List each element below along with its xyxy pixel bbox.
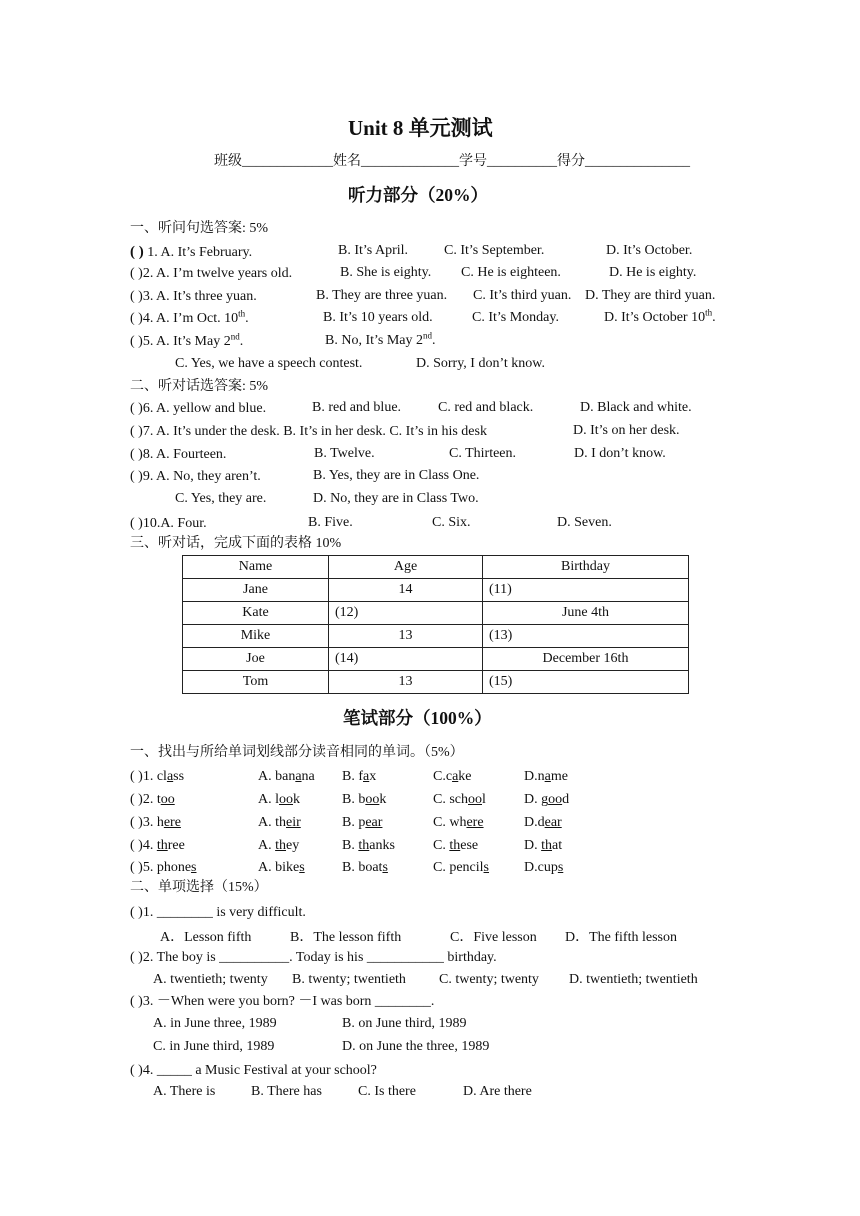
mc-q3: ( )3. －When were you born? －I was born ________. — [130, 994, 435, 1009]
underlined-segment: oo — [279, 792, 293, 807]
table-cell: 13 — [329, 625, 483, 648]
phonics-option — [524, 768, 568, 786]
word-segment: at — [552, 838, 563, 853]
word-segment: D.n — [524, 769, 545, 784]
phonics-option — [524, 814, 562, 832]
listening-part1-heading: 一、听问句选答案: 5% — [130, 221, 269, 236]
writing-part2-heading: 二、单项选择（15%） — [130, 880, 268, 895]
q10-option-b: B. Five. — [308, 515, 353, 530]
table-header: Name — [183, 556, 329, 579]
word-segment: cl — [156, 769, 167, 784]
listening-q3: ( )3. A. It’s three yuan. — [130, 289, 257, 304]
table-row — [183, 579, 689, 602]
word-segment: ey — [286, 838, 300, 853]
q8-option-d: D. I don’t know. — [574, 446, 666, 461]
listening-q10: ( )10.A. Four. — [130, 516, 207, 531]
underlined-segment: a — [544, 769, 551, 784]
number-label: 学号 — [459, 154, 487, 169]
mc4-option-a: A. There is — [153, 1084, 216, 1099]
q6-option-b: B. red and blue. — [312, 400, 402, 415]
underlined-segment: a — [295, 769, 302, 784]
mc3-option-c: C. in June third, 1989 — [153, 1039, 275, 1054]
mc2-option-d: D. twentieth; twentieth — [569, 972, 698, 987]
word-segment: A. th — [258, 815, 286, 830]
word-segment: ke — [458, 769, 472, 784]
mc-q1: ( )1. ________ is very difficult. — [130, 905, 306, 920]
word-segment: D. g — [524, 792, 549, 807]
underlined-segment: a — [452, 769, 459, 784]
score-label: 得分 — [557, 154, 585, 169]
listening-part3-heading: 三、听对话，完成下面的表格 10% — [130, 536, 342, 551]
mc2-option-a: A. twentieth; twenty — [153, 972, 268, 987]
word-segment: B. boat — [342, 860, 383, 875]
word-segment: B. f — [342, 769, 363, 784]
answer-bracket[interactable]: ( )5. — [130, 860, 157, 875]
q1-option-c: C. It’s September. — [444, 243, 545, 258]
word-segment: k — [379, 792, 387, 807]
word-segment: B. b — [342, 792, 366, 807]
table-cell: Tom — [183, 671, 329, 694]
phonics-option — [433, 814, 484, 832]
phonics-option — [433, 837, 478, 855]
word-segment: C. — [433, 838, 450, 853]
mc3-option-d: D. on June the three, 1989 — [342, 1039, 490, 1054]
phonics-option — [258, 837, 299, 855]
underlined-segment: ere — [163, 815, 181, 830]
table-cell-blank[interactable]: (11) — [483, 579, 689, 602]
phonics-question — [130, 859, 197, 877]
listening-part2-heading: 二、听对话选答案: 5% — [130, 379, 269, 394]
answer-bracket[interactable]: ( )2. — [130, 792, 157, 807]
class-blank[interactable]: _____________ — [242, 154, 333, 169]
listening-q4: ( )4. A. I’m Oct. 10th. — [130, 308, 249, 326]
phonics-option — [258, 814, 301, 832]
phonics-question — [130, 814, 181, 832]
table-cell-blank[interactable]: (13) — [483, 625, 689, 648]
table-cell-blank[interactable]: (14) — [329, 648, 483, 671]
q8-option-b: B. Twelve. — [314, 446, 375, 461]
word-segment: A. l — [258, 792, 279, 807]
word-segment: l — [482, 792, 486, 807]
q3-option-c: C. It’s third yuan. — [473, 288, 572, 303]
q9-option-b: B. Yes, they are in Class One. — [313, 468, 480, 483]
listening-q1: ( ) 1. A. It’s February. — [130, 244, 253, 260]
q10-option-d: D. Seven. — [557, 515, 612, 530]
q9-option-c: C. Yes, they are. — [175, 491, 267, 506]
underlined-segment: eir — [286, 815, 301, 830]
page-title: Unit 8 单元测试 — [348, 116, 493, 140]
table-cell: 14 — [329, 579, 483, 602]
listening-q5: ( )5. A. It’s May 2nd. — [130, 331, 244, 349]
word-segment: A. — [258, 838, 276, 853]
q5-option-d: D. Sorry, I don’t know. — [416, 356, 545, 371]
answer-bracket[interactable]: ( ) — [130, 244, 144, 260]
phonics-question — [130, 837, 185, 855]
underlined-segment: ere — [466, 815, 484, 830]
phonics-option — [258, 859, 305, 877]
table-header: Age — [329, 556, 483, 579]
q4-option-d: D. It’s October 10th. — [604, 307, 716, 325]
underlined-segment: s — [483, 860, 489, 875]
q3-option-d: D. They are third yuan. — [585, 288, 716, 303]
word-segment: anks — [369, 838, 395, 853]
table-row — [183, 602, 689, 625]
q5-option-b: B. No, It’s May 2nd. — [325, 330, 436, 348]
table-cell-blank[interactable]: (12) — [329, 602, 483, 625]
word-segment: C.c — [433, 769, 453, 784]
q8-option-c: C. Thirteen. — [449, 446, 517, 461]
birthday-table — [182, 555, 689, 694]
phonics-option — [524, 859, 563, 877]
word-segment: na — [301, 769, 315, 784]
phonics-option — [433, 859, 489, 877]
mc2-option-c: C. twenty; twenty — [439, 972, 539, 987]
underlined-segment: th — [358, 838, 370, 853]
writing-part1-heading: 一、找出与所给单词划线部分读音相同的单词。（5%） — [130, 745, 464, 760]
word-segment: D.cup — [524, 860, 558, 875]
underlined-segment: s — [191, 860, 197, 875]
phonics-option — [433, 768, 472, 786]
word-segment: k — [293, 792, 300, 807]
listening-q6: ( )6. A. yellow and blue. — [130, 401, 267, 416]
phonics-option — [342, 768, 376, 786]
q6-option-d: D. Black and white. — [580, 400, 692, 415]
listening-heading: 听力部分（20%） — [348, 185, 488, 205]
underlined-segment: oo — [160, 792, 175, 807]
phonics-option — [433, 791, 486, 809]
q1-option-b: B. It’s April. — [338, 243, 409, 258]
listening-q9: ( )9. A. No, they aren’t. — [130, 469, 261, 484]
word-segment: ese — [460, 838, 479, 853]
phonics-option — [524, 837, 562, 855]
number-blank[interactable]: __________ — [487, 154, 557, 169]
word-segment: me — [550, 769, 568, 784]
writing-heading: 笔试部分（100%） — [343, 708, 492, 728]
underlined-segment: a — [166, 769, 174, 784]
word-segment: t — [156, 792, 161, 807]
q1-option-d: D. It’s October. — [606, 243, 693, 258]
q2-option-d: D. He is eighty. — [609, 265, 697, 280]
class-label: 班级 — [214, 154, 242, 169]
student-info-line — [214, 153, 690, 171]
mc-q4: ( )4. _____ a Music Festival at your school? — [130, 1063, 377, 1078]
word-segment: B. p — [342, 815, 366, 830]
listening-q2: ( )2. A. I’m twelve years old. — [130, 266, 293, 281]
phonics-question — [130, 768, 184, 786]
underlined-segment: oo — [548, 792, 563, 807]
score-blank[interactable]: _______________ — [585, 154, 690, 169]
mc-q2: ( )2. The boy is __________. Today is his ___________ birthday. — [130, 950, 497, 965]
table-cell: Kate — [183, 602, 329, 625]
table-row — [183, 648, 689, 671]
word-segment: D.d — [524, 815, 545, 830]
mc1-option-a: A．Lesson fifth — [160, 930, 252, 945]
underlined-segment: ear — [365, 815, 383, 830]
underlined-segment: th — [449, 838, 461, 853]
table-cell: Joe — [183, 648, 329, 671]
table-row — [183, 671, 689, 694]
table-row — [183, 625, 689, 648]
mc3-option-a: A. in June three, 1989 — [153, 1016, 277, 1031]
mc3-option-b: B. on June third, 1989 — [342, 1016, 467, 1031]
listening-q7: ( )7. A. It’s under the desk. B. It’s in her desk. C. It’s in his desk — [130, 424, 487, 439]
q4-option-c: C. It’s Monday. — [472, 310, 559, 325]
table-header: Birthday — [483, 556, 689, 579]
underlined-segment: oo — [468, 792, 482, 807]
q3-option-b: B. They are three yuan. — [316, 288, 448, 303]
q9-option-d: D. No, they are in Class Two. — [313, 491, 479, 506]
underlined-segment: oo — [365, 792, 380, 807]
mc1-option-d: D．The fifth lesson — [565, 930, 677, 945]
q7-option-d: D. It’s on her desk. — [573, 423, 680, 438]
word-segment: B. — [342, 838, 359, 853]
word-segment: d — [562, 792, 570, 807]
word-segment: ss — [173, 769, 185, 784]
word-segment: A. ban — [258, 769, 296, 784]
word-segment: A. bike — [258, 860, 300, 875]
table-cell: December 16th — [483, 648, 689, 671]
phonics-option — [342, 791, 386, 809]
word-segment: C. wh — [433, 815, 467, 830]
phonics-option — [258, 791, 300, 809]
q2-option-c: C. He is eighteen. — [461, 265, 561, 280]
mc4-option-b: B. There has — [251, 1084, 322, 1099]
mc1-option-c: C．Five lesson — [450, 930, 537, 945]
table-cell-blank[interactable]: (15) — [483, 671, 689, 694]
word-segment: x — [369, 769, 377, 784]
mc4-option-c: C. Is there — [358, 1084, 416, 1099]
word-segment: ree — [167, 838, 185, 853]
table-cell: 13 — [329, 671, 483, 694]
underlined-segment: th — [275, 838, 287, 853]
phonics-option — [258, 768, 315, 786]
table-cell: Mike — [183, 625, 329, 648]
underlined-segment: ear — [544, 815, 562, 830]
mc2-option-b: B. twenty; twentieth — [292, 972, 406, 987]
q4-option-b: B. It’s 10 years old. — [323, 310, 433, 325]
listening-q8: ( )8. A. Fourteen. — [130, 447, 227, 462]
name-blank[interactable]: ______________ — [361, 154, 459, 169]
underlined-segment: s — [299, 860, 305, 875]
underlined-segment: s — [557, 860, 564, 875]
word-segment: C. sch — [433, 792, 468, 807]
q6-option-c: C. red and black. — [438, 400, 534, 415]
table-cell: Jane — [183, 579, 329, 602]
q5-option-c: C. Yes, we have a speech contest. — [175, 356, 363, 371]
answer-bracket[interactable]: ( )3. — [130, 815, 157, 830]
word-segment: phone — [156, 860, 192, 875]
underlined-segment: a — [363, 769, 370, 784]
underlined-segment: s — [382, 860, 388, 875]
mc4-option-d: D. Are there — [463, 1084, 532, 1099]
underlined-segment: th — [541, 838, 553, 853]
underlined-segment: th — [156, 838, 168, 853]
phonics-option — [524, 791, 569, 809]
word-segment: h — [156, 815, 164, 830]
table-header-row — [183, 556, 689, 579]
answer-bracket[interactable]: ( )1. — [130, 769, 157, 784]
name-label: 姓名 — [333, 154, 361, 169]
phonics-option — [342, 837, 395, 855]
phonics-option — [342, 814, 382, 832]
mc1-option-b: B．The lesson fifth — [290, 930, 402, 945]
q2-option-b: B. She is eighty. — [340, 265, 432, 280]
answer-bracket[interactable]: ( )4. — [130, 838, 157, 853]
table-cell: June 4th — [483, 602, 689, 625]
word-segment: D. — [524, 838, 542, 853]
phonics-question — [130, 791, 175, 809]
q10-option-c: C. Six. — [432, 515, 471, 530]
word-segment: C. pencil — [433, 860, 484, 875]
phonics-option — [342, 859, 388, 877]
